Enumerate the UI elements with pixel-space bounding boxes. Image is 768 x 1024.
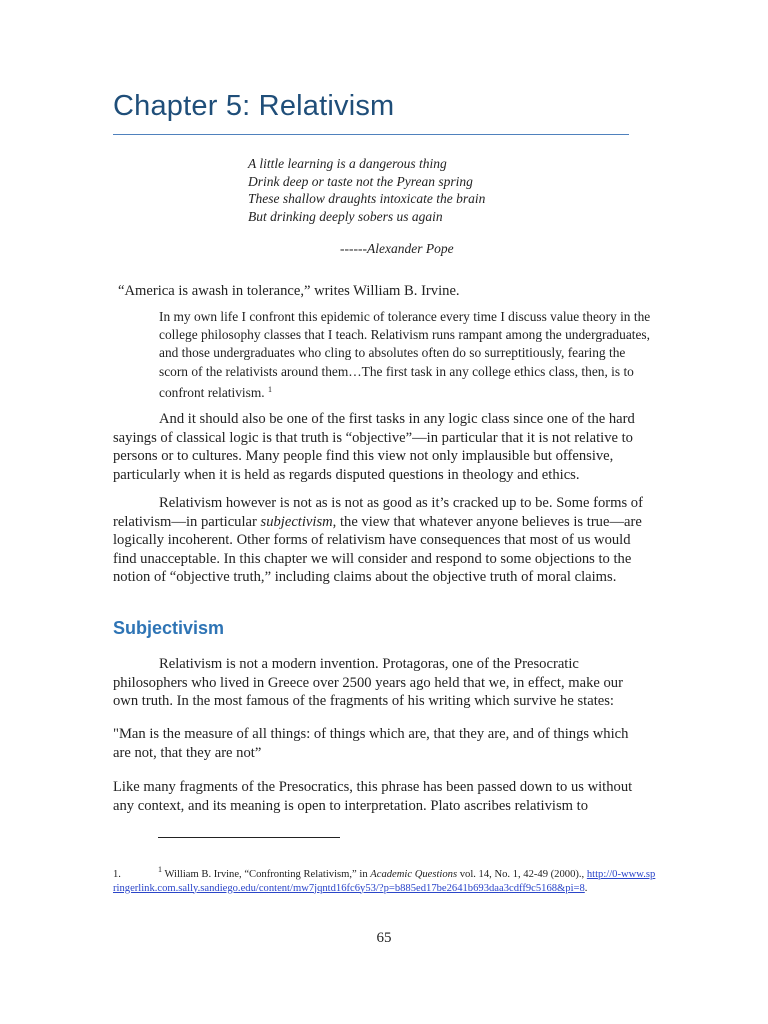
footnote-text: .: [584, 882, 588, 894]
epigraph-line: But drinking deeply sobers us again: [248, 208, 443, 224]
page-number: 65: [376, 930, 392, 946]
title-underline: [113, 134, 629, 135]
footnote-link[interactable]: http://0-www.springerlink.com.sally.sandiego.edu/content/mw7jqntd16fc6y53/?p=b885ed17be2641b693daa3cdff9c5168&pi=8: [113, 869, 656, 894]
footnote: [113, 863, 658, 895]
footnote-text: William B. Irvine, “Confronting Relativism,” in: [162, 869, 371, 880]
paragraph: Relativism is not a modern invention. Protagoras, one of the Presocratic philosophers who lived in Greece over 2500 years ago held that we, in effect, make our own truth. In the most famous of the fragments of his writing which survive he states:: [113, 656, 623, 709]
section-heading: Subjectivism: [113, 618, 225, 638]
footnote-separator: [158, 837, 340, 838]
footnote-text: vol. 14, No. 1, 42-49 (2000).,: [457, 869, 587, 880]
epigraph-line: Drink deep or taste not the Pyrean spring: [248, 173, 473, 189]
epigraph: [248, 155, 485, 225]
journal-title: Academic Questions: [370, 869, 458, 880]
footnote-ref[interactable]: 1: [267, 384, 272, 394]
quoted-fragment: "Man is the measure of all things: of things which are, that they are, and of things which are not, that they are not”: [113, 726, 629, 761]
paragraph-text: , the view that whatever anyone believes is true—are logically incoherent. Other forms of relativism have consequences that most of us would find unacceptable. In this chapter we will consider and respond to some objections to the notion of “objective truth,” including claims about the objective truth of moral claims.: [113, 513, 642, 585]
paragraph-text: Relativism however is not as is not as good as it’s cracked up to be. Some forms of relativism—in particular: [113, 495, 643, 530]
paragraph: And it should also be one of the first tasks in any logic class since one of the hard sayings of classical logic is that truth is “objective”—in particular that it is not relative to persons or to cultures. Many people find this view not only implausible but offensive, particularly when it is held as regards disputed questions in theology and ethics.: [113, 411, 635, 483]
epigraph-attribution: ------Alexander Pope: [340, 241, 454, 256]
epigraph-line: These shallow draughts intoxicate the brain: [248, 191, 486, 207]
intro-line: “America is awash in tolerance,” writes William B. Irvine.: [118, 283, 460, 299]
block-quote: [159, 308, 657, 402]
epigraph-line: A little learning is a dangerous thing: [248, 156, 447, 171]
footnote-list-number: 1.: [113, 869, 121, 880]
chapter-title: Chapter 5: Relativism: [113, 90, 395, 122]
paragraph: Like many fragments of the Presocratics, this phrase has been passed down to us without any context, and its meaning is open to interpretation. Plato ascribes relativism to: [113, 779, 633, 814]
footnote-number: 1: [158, 865, 162, 874]
paragraph: [113, 494, 643, 587]
block-quote-text: In my own life I confront this epidemic of tolerance every time I discuss value theory in the college philosophy classes that I teach. Relativism runs rampant among the undergraduates, and those undergraduates who cling to absolutes often do so surreptitiously, fearing the scorn of the relativists around them…The first task in any college ethics class, then, is to confront relativism.: [159, 309, 651, 400]
emphasis-term: subjectivism: [260, 513, 333, 530]
